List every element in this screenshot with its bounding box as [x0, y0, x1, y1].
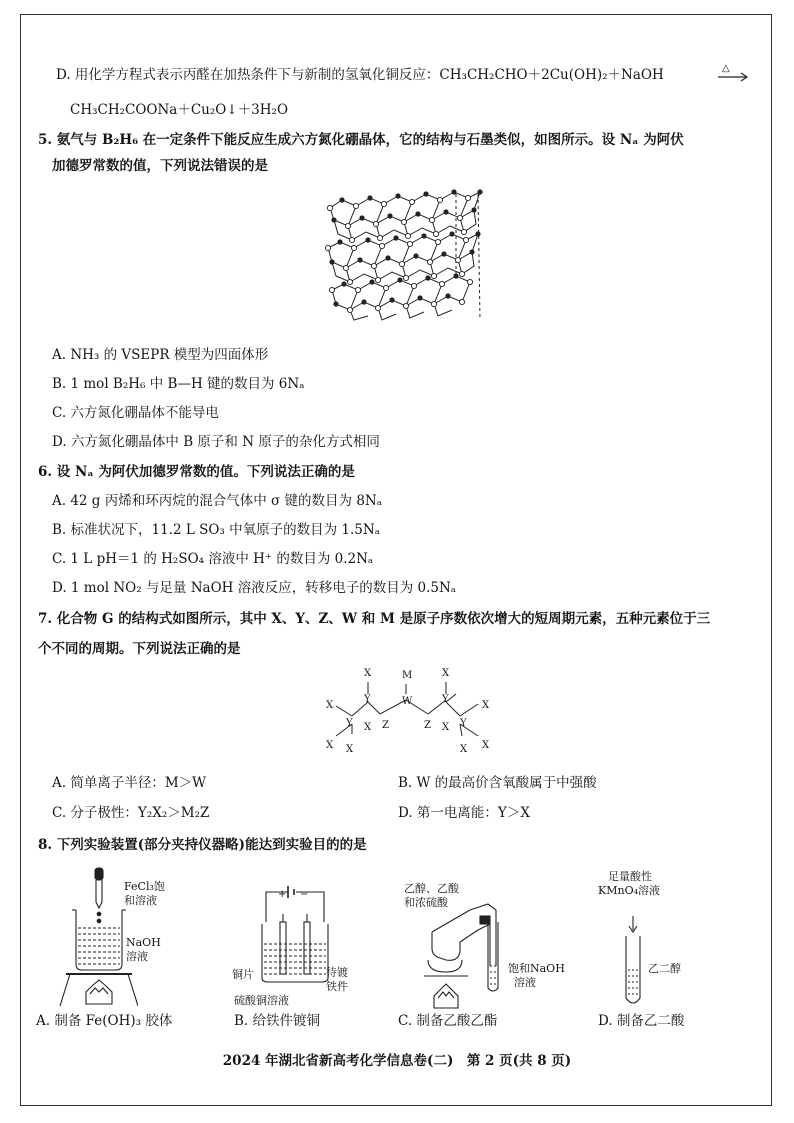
q8-caption-d: D. 制备乙二酸 — [598, 1013, 685, 1029]
q5-stem-line1: 5. 氨气与 B₂H₆ 在一定条件下能反应生成六方氮化硼晶体，它的结构与石墨类似，如图所示。设 Nₐ 为阿伏 — [38, 132, 684, 148]
b-copper-label: 铜片 — [232, 968, 254, 981]
boron-nitride-structure-diagram — [320, 180, 490, 330]
page-footer: 2024 年湖北省新高考化学信息卷(二) 第 2 页(共 8 页) — [222, 1053, 572, 1069]
atom-x-mid-left: X — [364, 722, 372, 733]
atom-x-bottom-left-1: X — [326, 740, 334, 751]
d-reagent-label-2: KMnO₄溶液 — [598, 884, 660, 897]
q8-caption-b: B. 给铁件镀铜 — [234, 1013, 321, 1029]
q4-option-d-line1: D. 用化学方程式表示丙醛在加热条件下与新制的氢氧化铜反应：CH₃CH₂CHO＋2Cu(OH)₂＋NaOH — [56, 67, 664, 83]
atom-x-left: X — [326, 700, 334, 711]
q8-stem: 8. 下列实验装置(部分夹持仪器略)能达到实验目的的是 — [38, 837, 367, 853]
q5-option-b: B. 1 mol B₂H₆ 中 B—H 键的数目为 6Nₐ — [52, 376, 305, 392]
d-reagent-label-1: 足量酸性 — [608, 870, 652, 883]
a-reagent-label-1: FeCl₃饱 — [124, 880, 165, 893]
atom-x-mid-right: X — [442, 722, 450, 733]
q5-option-c: C. 六方氮化硼晶体不能导电 — [52, 405, 219, 421]
atom-w-center: W — [402, 696, 413, 707]
q8-caption-c: C. 制备乙酸乙酯 — [398, 1013, 498, 1029]
c-reagent-label-2: 和浓硫酸 — [404, 896, 448, 909]
q6-stem: 6. 设 Nₐ 为阿伏加德罗常数的值。下列说法正确的是 — [38, 464, 355, 480]
apparatus-c-drawing — [418, 902, 528, 1012]
q6-option-d: D. 1 mol NO₂ 与足量 NaOH 溶液反应，转移电子的数目为 0.5Nₐ — [52, 580, 456, 596]
a-solution-label-1: NaOH — [126, 936, 161, 949]
q7-option-d: D. 第一电离能：Y＞X — [398, 805, 530, 821]
atom-x-top-left: X — [364, 668, 372, 679]
a-reagent-label-2: 和溶液 — [124, 894, 157, 907]
a-solution-label-2: 溶液 — [126, 950, 148, 963]
c-solution-label-1: 饱和NaOH — [508, 962, 565, 975]
q4-option-d-line2: CH₃CH₂COONa＋Cu₂O↓＋3H₂O — [70, 102, 289, 118]
q5-option-d: D. 六方氮化硼晶体中 B 原子和 N 原子的杂化方式相同 — [52, 434, 380, 450]
atom-x-bottom-right-1: X — [460, 744, 468, 755]
q7-option-a: A. 简单离子半径：M＞W — [52, 775, 207, 791]
q4-heat-condition: △ — [722, 63, 730, 74]
atom-x-top-right: X — [442, 668, 450, 679]
atom-x-right: X — [482, 700, 490, 711]
q7-stem-line1: 7. 化合物 G 的结构式如图所示，其中 X、Y、Z、W 和 M 是原子序数依次增大的短周期元素，五种元素位于三 — [38, 611, 711, 627]
b-iron-label-2: 铁件 — [326, 980, 348, 993]
atom-z-right: Z — [424, 720, 431, 731]
atom-y-upper-left: Y — [364, 694, 371, 705]
q5-option-a: A. NH₃ 的 VSEPR 模型为四面体形 — [52, 347, 269, 363]
q5-stem-line2: 加德罗常数的值，下列说法错误的是 — [52, 158, 268, 174]
apparatus-b-drawing — [258, 884, 334, 984]
q7-option-c: C. 分子极性：Y₂X₂＞M₂Z — [52, 805, 210, 821]
b-plus-sign: + — [278, 889, 287, 900]
atom-x-bottom-left-2: X — [346, 744, 354, 755]
c-reagent-label-1: 乙醇、乙酸 — [404, 882, 459, 895]
b-minus-sign: − — [300, 889, 309, 900]
apparatus-d-drawing — [618, 916, 648, 1008]
reaction-arrow — [716, 72, 750, 82]
b-solution-label: 硫酸铜溶液 — [234, 994, 289, 1007]
atom-z-left: Z — [382, 720, 389, 731]
q6-option-b: B. 标准状况下，11.2 L SO₃ 中氧原子的数目为 1.5Nₐ — [52, 522, 380, 538]
atom-m-top: M — [402, 670, 413, 681]
atom-x-bottom-right-2: X — [482, 740, 490, 751]
q7-stem-line2: 个不同的周期。下列说法正确的是 — [38, 641, 241, 657]
q6-option-a: A. 42 g 丙烯和环丙烷的混合气体中 σ 键的数目为 8Nₐ — [52, 493, 382, 509]
atom-y-upper-right: Y — [442, 694, 449, 705]
atom-y-lower-left: Y — [346, 718, 353, 729]
q7-option-b: B. W 的最高价含氧酸属于中强酸 — [398, 775, 597, 791]
atom-y-lower-right: Y — [460, 718, 467, 729]
d-solution-label: 乙二醇 — [648, 962, 681, 975]
q6-option-c: C. 1 L pH＝1 的 H₂SO₄ 溶液中 H⁺ 的数目为 0.2Nₐ — [52, 551, 374, 567]
b-iron-label-1: 待镀 — [326, 966, 348, 979]
q8-caption-a: A. 制备 Fe(OH)₃ 胶体 — [36, 1013, 173, 1029]
c-solution-label-2: 溶液 — [514, 976, 536, 989]
